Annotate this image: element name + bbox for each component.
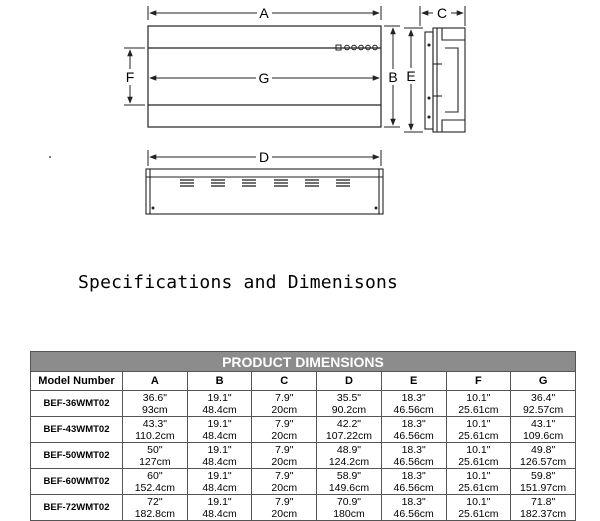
value-cm: 46.56cm [393, 507, 434, 520]
dimension-cell [511, 443, 576, 469]
vent-slot [242, 180, 256, 186]
value-inches: 35.5" [336, 391, 362, 404]
value-inches: 59.8" [531, 469, 556, 482]
value-inches: 70.9" [336, 495, 362, 508]
value-cm: 20cm [271, 481, 298, 494]
value-cm: 25.61cm [458, 455, 499, 468]
table-row [31, 417, 576, 443]
value-inches: 72" [147, 495, 163, 508]
dimension-cell [446, 417, 511, 443]
value-cm: 25.61cm [458, 403, 499, 416]
dimension-cell [252, 417, 317, 443]
table-row [31, 443, 576, 469]
value-inches: 42.2" [336, 417, 362, 430]
value-cm: 109.6cm [522, 429, 564, 442]
value-cm: 25.61cm [458, 429, 499, 442]
dimension-drawings [0, 0, 600, 260]
value-cm: 20cm [271, 507, 298, 520]
value-inches: 19.1" [207, 469, 232, 482]
value-cm: 46.56cm [393, 403, 434, 416]
value-cm: 124.2cm [328, 455, 370, 468]
column-header-f: F [446, 372, 511, 391]
value-inches: 58.9" [336, 469, 362, 482]
value-inches: 19.1" [207, 495, 232, 508]
column-header-d: D [317, 372, 382, 391]
label-f: F [125, 69, 135, 85]
value-cm: 48.4cm [202, 429, 237, 442]
value-cm: 127cm [139, 455, 171, 468]
value-cm: 48.4cm [202, 455, 237, 468]
dimension-cell [317, 443, 382, 469]
label-e: E [406, 68, 416, 84]
side-view [425, 28, 465, 132]
label-b: B [388, 69, 398, 85]
top-view [146, 169, 383, 214]
label-g: G [258, 70, 270, 86]
value-cm: 151.97cm [520, 481, 567, 494]
value-inches: 18.3" [401, 417, 426, 430]
value-inches: 7.9" [275, 443, 294, 456]
value-cm: 149.6cm [328, 481, 370, 494]
model-number-cell: BEF-50WMT02 [31, 443, 123, 469]
dimension-cell [252, 469, 317, 495]
dimension-cell [252, 443, 317, 469]
value-cm: 90.2cm [331, 403, 367, 416]
table-title: PRODUCT DIMENSIONS [31, 352, 576, 372]
column-header-g: G [511, 372, 576, 391]
label-a: A [259, 5, 269, 21]
dimension-cell [381, 469, 446, 495]
value-inches: 7.9" [275, 417, 294, 430]
table-row [31, 469, 576, 495]
dimension-cell [446, 391, 511, 417]
column-header-e: E [381, 372, 446, 391]
value-cm: 48.4cm [202, 481, 237, 494]
value-cm: 182.8cm [134, 507, 175, 520]
dimension-cell [511, 469, 576, 495]
dimension-cell [511, 391, 576, 417]
model-number-cell: BEF-72WMT02 [31, 495, 123, 521]
model-number-cell: BEF-43WMT02 [31, 417, 123, 443]
model-number-cell: BEF-60WMT02 [31, 469, 123, 495]
dimension-cell [381, 417, 446, 443]
dimension-cell [187, 417, 252, 443]
value-cm: 48.4cm [202, 403, 237, 416]
value-inches: 18.3" [401, 443, 426, 456]
value-cm: 25.61cm [458, 507, 499, 520]
value-cm: 46.56cm [393, 429, 434, 442]
value-cm: 126.57cm [520, 455, 567, 468]
table-row [31, 391, 576, 417]
value-inches: 19.1" [207, 417, 232, 430]
value-cm: 46.56cm [393, 481, 434, 494]
vent-slots [180, 180, 350, 186]
value-cm: 180cm [333, 507, 365, 520]
value-inches: 60" [147, 469, 163, 482]
value-cm: 20cm [271, 455, 298, 468]
column-header-a: A [123, 372, 188, 391]
value-inches: 43.1" [531, 417, 556, 430]
dimension-cell [317, 391, 382, 417]
value-inches: 19.1" [207, 391, 232, 404]
vent-slot [211, 180, 225, 186]
value-inches: 36.4" [531, 391, 556, 404]
dimension-cell [381, 443, 446, 469]
value-inches: 18.3" [401, 469, 426, 482]
header-row [31, 372, 576, 391]
dimension-cell [123, 417, 188, 443]
value-inches: 10.1" [466, 495, 491, 508]
section-title: Specifications and Dimenisons [78, 272, 399, 293]
column-header-model: Model Number [31, 372, 123, 391]
value-inches: 36.6" [142, 391, 167, 404]
value-cm: 110.2cm [135, 429, 175, 442]
value-inches: 10.1" [466, 443, 491, 456]
label-c: C [436, 5, 448, 21]
value-cm: 152.4cm [134, 481, 175, 494]
value-inches: 49.8" [531, 443, 556, 456]
product-dimensions-table [30, 351, 576, 521]
value-inches: 19.1" [207, 443, 232, 456]
value-inches: 43.3" [142, 417, 167, 430]
dimension-cell [187, 469, 252, 495]
value-cm: 92.57cm [522, 403, 564, 416]
vent-slot [274, 180, 288, 186]
dimension-cell [446, 443, 511, 469]
vent-slot [305, 180, 319, 186]
value-cm: 25.61cm [458, 481, 499, 494]
vent-slot [180, 180, 194, 186]
value-inches: 18.3" [401, 495, 426, 508]
value-inches: 50" [147, 443, 163, 456]
value-cm: 182.37cm [520, 507, 567, 520]
value-inches: 10.1" [466, 417, 491, 430]
value-inches: 7.9" [275, 495, 294, 508]
value-cm: 20cm [271, 403, 298, 416]
value-inches: 7.9" [275, 469, 294, 482]
label-d: D [258, 149, 270, 165]
column-header-c: C [252, 372, 317, 391]
dimension-cell [511, 417, 576, 443]
value-inches: 10.1" [466, 391, 491, 404]
dimension-cell [381, 391, 446, 417]
dimension-cell [317, 417, 382, 443]
value-cm: 48.4cm [202, 507, 237, 520]
value-cm: 107.22cm [325, 429, 373, 442]
dimension-cell [187, 391, 252, 417]
dimension-cell [317, 469, 382, 495]
dimension-cell [252, 391, 317, 417]
value-inches: 7.9" [275, 391, 294, 404]
dimension-cell [123, 469, 188, 495]
stray-mark [49, 156, 51, 158]
dimension-cell [446, 469, 511, 495]
model-number-cell: BEF-36WMT02 [31, 391, 123, 417]
value-cm: 93cm [142, 403, 168, 416]
value-cm: 20cm [271, 429, 298, 442]
dimension-cell [187, 443, 252, 469]
value-cm: 46.56cm [393, 455, 434, 468]
column-header-b: B [187, 372, 252, 391]
dimension-cell [123, 391, 188, 417]
dimension-cell [123, 443, 188, 469]
value-inches: 48.9" [336, 443, 362, 456]
vent-slot [336, 180, 350, 186]
value-inches: 71.8" [531, 495, 556, 508]
value-inches: 18.3" [401, 391, 426, 404]
value-inches: 10.1" [466, 469, 491, 482]
